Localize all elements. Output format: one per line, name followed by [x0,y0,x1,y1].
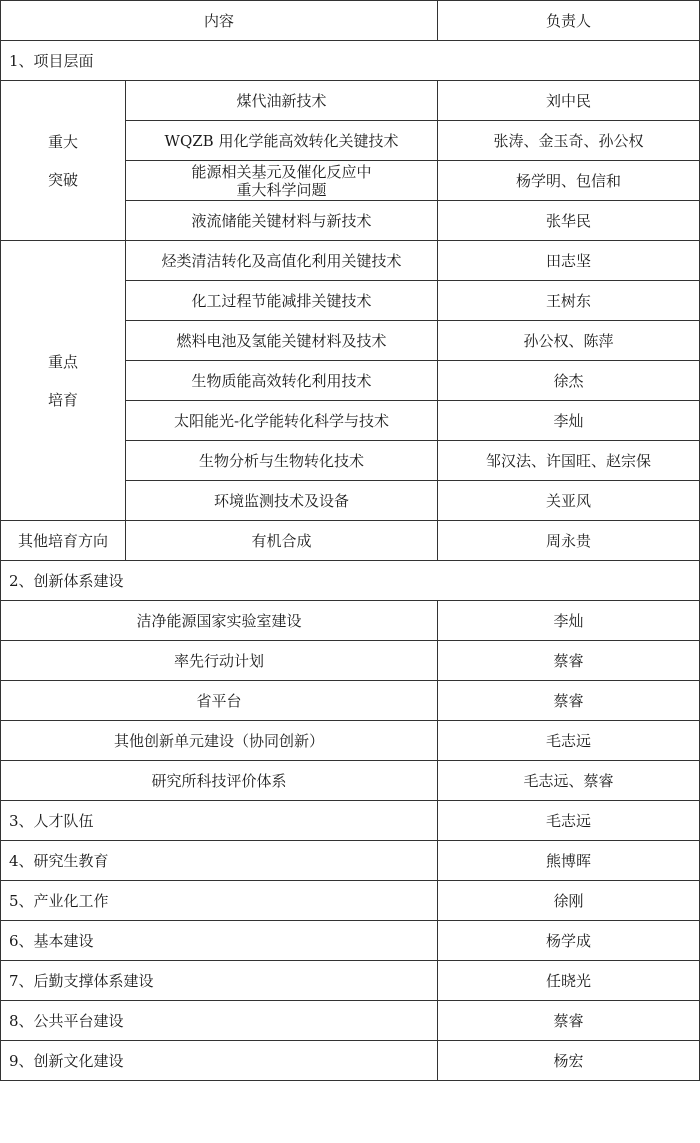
row-content: 燃料电池及氢能关键材料及技术 [126,321,438,361]
row-owner: 毛志远、蔡睿 [438,761,700,801]
row-owner: 张华民 [438,201,700,241]
row-content: 生物质能高效转化利用技术 [126,361,438,401]
row-content: 省平台 [1,681,438,721]
row-owner: 田志坚 [438,241,700,281]
row-content: 太阳能光-化学能转化科学与技术 [126,401,438,441]
section-title: 9、创新文化建设 [1,1041,438,1081]
row-owner: 王树东 [438,281,700,321]
section-row [1,561,700,601]
section-title: 1、项目层面 [1,41,700,81]
section-title: 7、后勤支撑体系建设 [1,961,438,1001]
row-owner: 杨学成 [438,921,700,961]
table-row [1,601,700,641]
section-title: 2、创新体系建设 [1,561,700,601]
row-content: 化工过程节能减排关键技术 [126,281,438,321]
category-label-line1: 重点 [47,352,78,371]
category-label-line2: 培育 [47,390,78,409]
row-owner: 张涛、金玉奇、孙公权 [438,121,700,161]
section-title: 4、研究生教育 [1,841,438,881]
row-owner: 毛志远 [438,721,700,761]
row-content: 研究所科技评价体系 [1,761,438,801]
table-row [1,881,700,921]
row-content: 烃类清洁转化及高值化利用关键技术 [126,241,438,281]
row-owner: 李灿 [438,401,700,441]
row-content: 洁净能源国家实验室建设 [1,601,438,641]
row-owner: 关亚风 [438,481,700,521]
section-title: 3、人才队伍 [1,801,438,841]
row-owner: 李灿 [438,601,700,641]
row-content [126,161,438,201]
table-row [1,521,700,561]
section-row [1,41,700,81]
table-row [1,1041,700,1081]
section-title: 8、公共平台建设 [1,1001,438,1041]
table-row [1,761,700,801]
row-owner: 杨宏 [438,1041,700,1081]
row-content: 液流储能关键材料与新技术 [126,201,438,241]
row-owner: 孙公权、陈萍 [438,321,700,361]
row-owner: 刘中民 [438,81,700,121]
row-owner: 杨学明、包信和 [438,161,700,201]
row-content: 率先行动计划 [1,641,438,681]
row-owner: 蔡睿 [438,1001,700,1041]
row-owner: 毛志远 [438,801,700,841]
category-key-cultivation [1,241,126,521]
table-row [1,241,700,281]
category-major-breakthrough [1,81,126,241]
header-content: 内容 [1,1,438,41]
table-row [1,841,700,881]
row-content: 有机合成 [126,521,438,561]
row-content: WQZB 用化学能高效转化关键技术 [126,121,438,161]
row-owner: 徐杰 [438,361,700,401]
category-label-line2: 突破 [47,170,78,189]
row-content-line2: 重大科学问题 [236,180,327,199]
table-row [1,1001,700,1041]
table-row [1,961,700,1001]
header-owner: 负责人 [438,1,700,41]
category-label-line1: 重大 [47,132,78,151]
table-row [1,721,700,761]
row-owner: 熊博晖 [438,841,700,881]
row-content: 生物分析与生物转化技术 [126,441,438,481]
table-row [1,681,700,721]
table-header-row [1,1,700,41]
row-owner: 蔡睿 [438,681,700,721]
table-row [1,801,700,841]
row-owner: 徐刚 [438,881,700,921]
table-row [1,81,700,121]
row-owner: 蔡睿 [438,641,700,681]
row-content: 煤代油新技术 [126,81,438,121]
category-other-cultivation: 其他培育方向 [1,521,126,561]
table-row [1,641,700,681]
row-content: 其他创新单元建设（协同创新） [1,721,438,761]
row-owner: 周永贵 [438,521,700,561]
section-title: 6、基本建设 [1,921,438,961]
row-content-line1: 能源相关基元及催化反应中 [191,162,372,181]
row-owner: 邹汉法、许国旺、赵宗保 [438,441,700,481]
row-content: 环境监测技术及设备 [126,481,438,521]
section-title: 5、产业化工作 [1,881,438,921]
table-row [1,921,700,961]
row-owner: 任晓光 [438,961,700,1001]
